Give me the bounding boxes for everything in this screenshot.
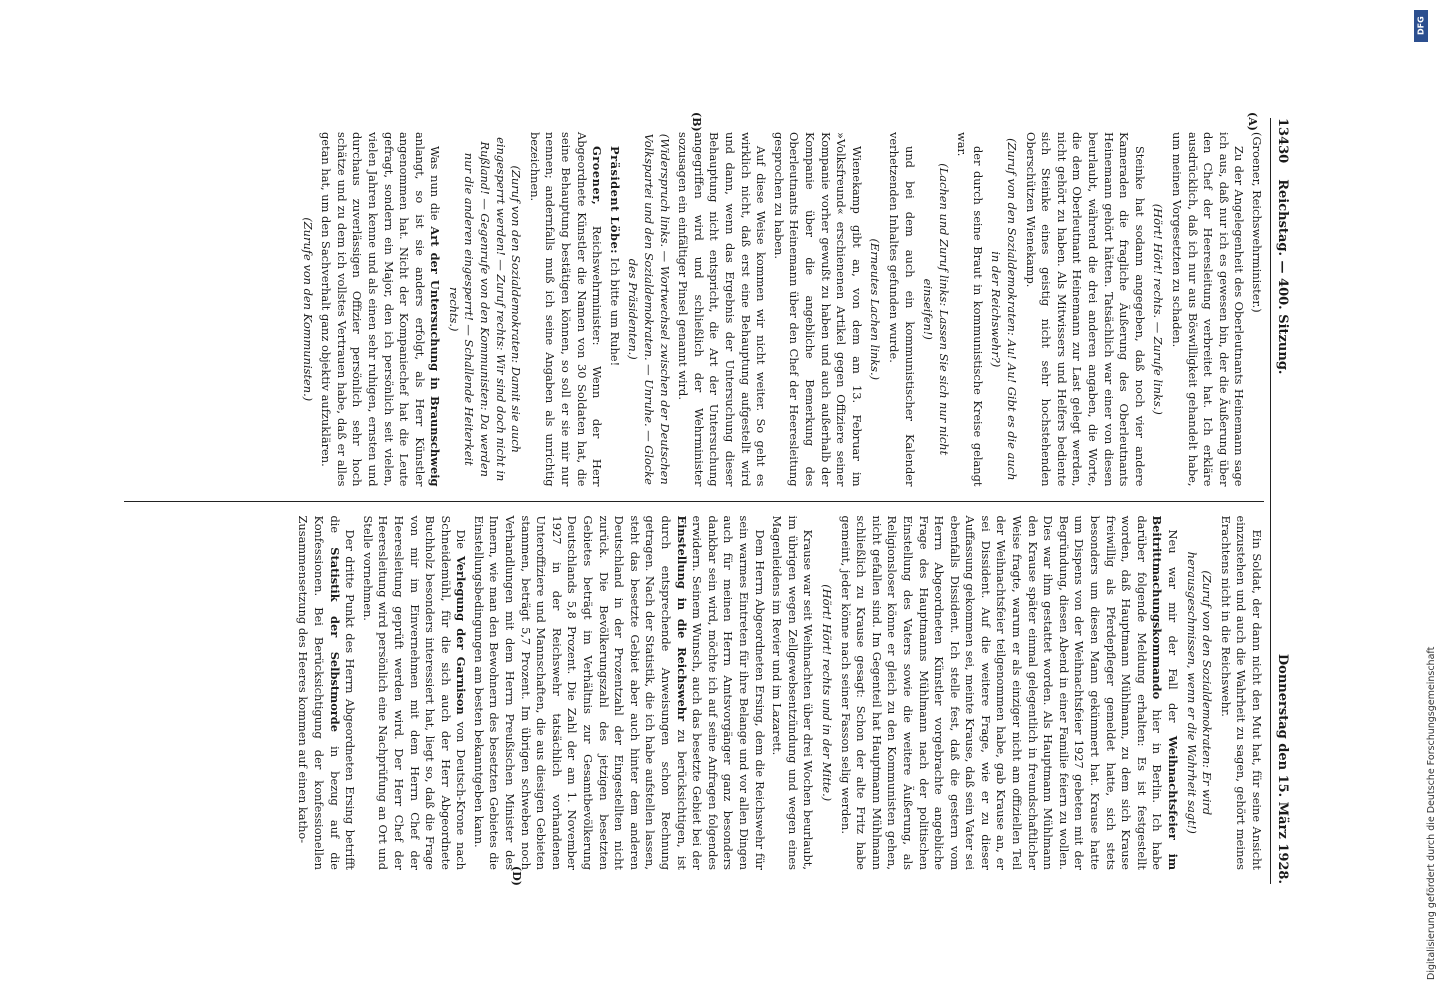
text-run: von Deutsch-Krone nach Schneidemühl, für die sich auch der Herr Abgeordnete Buchholz besonders interessiert hat, liegt so, daß die Frage von mir im Einvernehmen mit dem Herrn Chef der Heeresleitung geprüft werden wird. Der Herr Chef der Heeresleitung wird persönlich eine Nachprüfung an Ort und Stelle vornehmen. — [360, 515, 469, 871]
session-title: Reichstag. — 400. Sitzung. — [1275, 179, 1290, 375]
emphasis: Art der Untersuchung in Braunschweig — [428, 226, 443, 487]
paragraph — [318, 132, 443, 487]
emphasis: Verlegung der Garnison — [454, 555, 469, 715]
interjection: (Zuruf von den Sozialdemokraten: Au! Au! Gibt es die auch in der Reichswehr?) — [989, 138, 1020, 481]
paragraph: Wienekamp gibt an, von dem am 13. Februar im »Volksfreund« erschienenen Artikel gegen Offiziere seiner Kompanie vorher gewußt zu haben und auch außerhalb der Kompanie über die angebliche Bemerkung des Oberleutnants Heinemann über den Chef der Heeresleitung gesprochen zu haben. — [771, 132, 864, 487]
digitization-credit — [1406, 10, 1437, 990]
interjection: (Zuruf von den Sozialdemokraten: Damit sie auch eingesperrt werden! — Zuruf rechts: Wir sind doch nicht in Rußland! — Gegenrufe von den Kommunisten: Da werden nur die anderen eingesperrt! — Schallende Heiterkeit rechts.) — [446, 137, 524, 482]
paragraph — [470, 516, 766, 871]
text-run: hier in Berlin. Ich habe darüber folgende Meldung erhalten: Es ist festgestellt worden, daß Hauptmann Mühlmann, zu dem sich Krause freiwillig als Pferdepfleger gemeldet hatte, sich stets besonders um diesen Mann gekümmert hat. Krause hatte um Dispens von der Weihnachtsfeier 1927 gebeten mit der Begründung, diesen Abend in einer Familie feiern zu wollen. Dies war ihm gestattet worden. Als Hauptmann Mühlmann den Krause später einmal gelegentlich in freundschaftlicher Weise fragte, warum er als einziger nicht am offiziellen Teil der Weihnachtsfeier teilgenommen habe, gab Krause an, er sei Dissident. Auf die weitere Frage, wie er zu dieser Auffassung gekommen sei, meinte Krause, daß sein Vater sei ebenfalls Dissident. Ich stelle fest, daß die gestern vom Herrn Abgeordneten Künstler vorgebrachte angebliche Frage des Hauptmanns Mühlmann nach der politischen Einstellung des Vaters sowie die weitere Äußerung, als Religionsloser könne er gleich zu den Kommunisten gehen, nicht gefallen sind. Im Gegenteil hat Hauptmann Mühlmann schließlich zu Krause gesagt: Schon der alte Fritz habe gemeint, jeder könne nach seiner Fasson selig werden. — [838, 515, 1165, 870]
paragraph: Steinke hat sodann angegeben, daß noch vier andere Kameraden die fragliche Äußerung des Oberleutnants Heinemann gehört hätten. Tatsächlich war einer von diesen beurlaubt, während die drei anderen angaben, die Worte, die dem Oberleutnant Heinemann zur Last gelegt werden, nicht gehört zu haben. Als Mitwissers und Helfers bediente sich Steinke eines geistig nicht sehr hochstehenden Oberschützen Wienekamp. — [1023, 132, 1147, 487]
president-remark — [606, 132, 622, 487]
interjection: (Zuruf von den Sozialdemokraten: Er wird herausgeschmissen, wenn er die Wahrheit sagt!) — [1184, 551, 1215, 834]
interjection: (Erneutes Lachen links.) — [868, 238, 883, 381]
text-run: anlangt, so ist sie anders erfolgt, als Herr Künstler angenommen hat. Nicht der Kompaniechef hat die Leute gefragt, sondern ein Major, den ich persönlich seit vielen, vielen Jahren kenne und als einen sehr ruhigen, ernsten und durchaus zuverlässigen Offizier persönlich sehr hoch schätze und zu dem ich vollstes Vertrauen habe, daß er alles getan hat, um den Sachverhalt ganz objektiv aufzuklären. — [319, 132, 427, 487]
text-run: Die — [454, 529, 469, 550]
column-left — [124, 112, 1264, 501]
paragraph — [837, 516, 1180, 871]
paragraph: und bei dem auch ein kommunistischer Kalender verhetzenden Inhaltes gefunden wurde. — [886, 132, 917, 487]
interjection: (Lachen und Zuruf links: Lassen Sie sich nur nicht einseifen!) — [921, 163, 951, 456]
text-columns — [124, 112, 1264, 886]
text-run: Dem Herrn Abgeordneten Ersing, dem die Reichswehr für sein warmes Eintreten für ihre Belange und vor allen Dingen auch für meinen Herrn Amtsvorgänger ganz besonders dankbar sein wird, möchte ich auf seine Anfragen folgendes erwidern. Seinem Wunsch, auch das besetzte Gebiet bei der — [690, 515, 767, 870]
paragraph: Zu der Angelegenheit des Oberleutnants Heinemann sage ich aus, daß nur ich es gewesen bin, der die Äußerung über den Chef der Heeresleitung verbreitet hat. Ich erkläre ausdrücklich, daß ich nur aus Böswilligkeit gehandelt habe, um meinen Vorgesetzten zu schaden. — [1170, 132, 1247, 487]
paragraph — [295, 516, 357, 871]
paragraph: der durch seine Braut in kommunistische Kreise gelangt war. — [955, 132, 985, 487]
speech-paragraph — [526, 132, 604, 487]
remark-text: Ich bitte um Ruhe! — [607, 257, 622, 367]
interjection: (Widerspruch links. — Wortwechsel zwischen der Deutschen Volkspartei und den Sozialdemokraten. — Unruhe. — Glocke des Präsidenten.) — [626, 133, 672, 485]
dfg-logo: DFG — [1414, 10, 1428, 42]
emphasis: Statistik der Selbstmorde — [327, 547, 342, 733]
text-run: Der dritte Punkt des Herrn Abgeordneten Ersing betrifft die — [327, 515, 358, 870]
text-run: Was nun die — [428, 146, 443, 221]
text-run: in bezug auf die Konfessionen. Bei Berücksichtigung der konfessionellen Zusammensetzung des Heeres kommen auf einen katho- — [296, 515, 342, 871]
speaker-name: Groener, — [590, 146, 605, 206]
text-run: zu berücksichtigen, ist durch entsprechende Anweisungen schon Rechnung getragen. Nach der Statistik, die ich habe aufstellen lassen, steht das besetzte Gebiet aber auch hinter dem anderen Deutschland in der Prozentzahl der Eingestellten nicht zurück. Die Bevölkerungszahl des jetzigen besetzten Gebietes beträgt im Verhältnis zur Gesamtbevölkerung Deutschlands 5,8 Prozent. Die Zahl der am 1. November 1927 in der Reichswehr tatsächlich vorhandenen Unteroffiziere und Mannschaften, die aus diesigen Gebieten stammen, beträgt 5,7 Prozent. Im übrigen schweben noch Verhandlungen mit dem Herrn Preußischen Minister des Innern, wie man den Bewohnern des besetzten Gebietes die Einstellungsbedingungen am besten bekanntgeben kann. — [471, 515, 689, 870]
interjection: (Zurufe von den Kommunisten.) — [300, 217, 315, 402]
session-date: Donnerstag den 15. März 1928. — [1275, 653, 1290, 884]
interjection: (Hört! Hört! rechts. — Zurufe links.) — [1151, 203, 1166, 415]
margin-marker-a: (A) — [1246, 112, 1259, 131]
document-page — [70, 88, 1300, 908]
speaker-name: Präsident Löbe: — [607, 146, 622, 254]
speech-text: Reichswehrminister: Wenn der Herr Abgeordnete Künstler die Namen von 30 Soldaten hat, die seine Behauptung bestätigen können, so soll er sie mir nur nennen; andernfalls muß ich seine Angaben als unrichtig bezeichnen. — [527, 132, 605, 487]
paragraph — [359, 516, 468, 871]
emphasis: Weihnachtsfeier im Beitrittmachungskommando — [1150, 515, 1181, 871]
margin-marker-b: (B) — [690, 112, 703, 132]
page-header — [1270, 118, 1290, 884]
emphasis: Einstellung in die Reichswehr — [674, 515, 689, 722]
margin-marker-d: (D) — [510, 866, 523, 886]
column-right — [124, 501, 1264, 885]
text-run: Neu war mir der Fall der — [1166, 529, 1181, 723]
page-number: 13430 — [1275, 118, 1290, 164]
interjection: (Hört! Hört! rechts und in der Mitte.) — [819, 584, 834, 802]
paragraph: Ein Soldat, der dann nicht den Mut hat, für seine Ansicht einzustehen und auch die Wahrheit zu sagen, gehört meines Erachtens nicht in die Reichswehr. — [1218, 515, 1264, 870]
credit-text: Digitalisierung gefördert durch die Deutsche Forschungsgemeinschaft — [1426, 646, 1437, 980]
paragraph: Krause war seit Weihnachten über drei Wochen beurlaubt, im übrigen wegen Zellgewebsentzündung und wegen eines Magenleidens im Revier und im Lazarett. — [770, 515, 816, 870]
speaker-heading: (Groener, Reichswehrminister.) — [1250, 132, 1264, 313]
paragraph: Auf diese Weise kommen wir nicht weiter. So geht es wirklich nicht, daß erst eine Behauptung aufgestellt wird und dann, wenn das Ergebnis der Untersuchung dieser Behauptung nicht entspricht, die Art der Untersuchung angegriffen wird und schließlich der Wehrminister sozusagen ein einfältiger Pinsel genannt wird. — [676, 132, 769, 487]
